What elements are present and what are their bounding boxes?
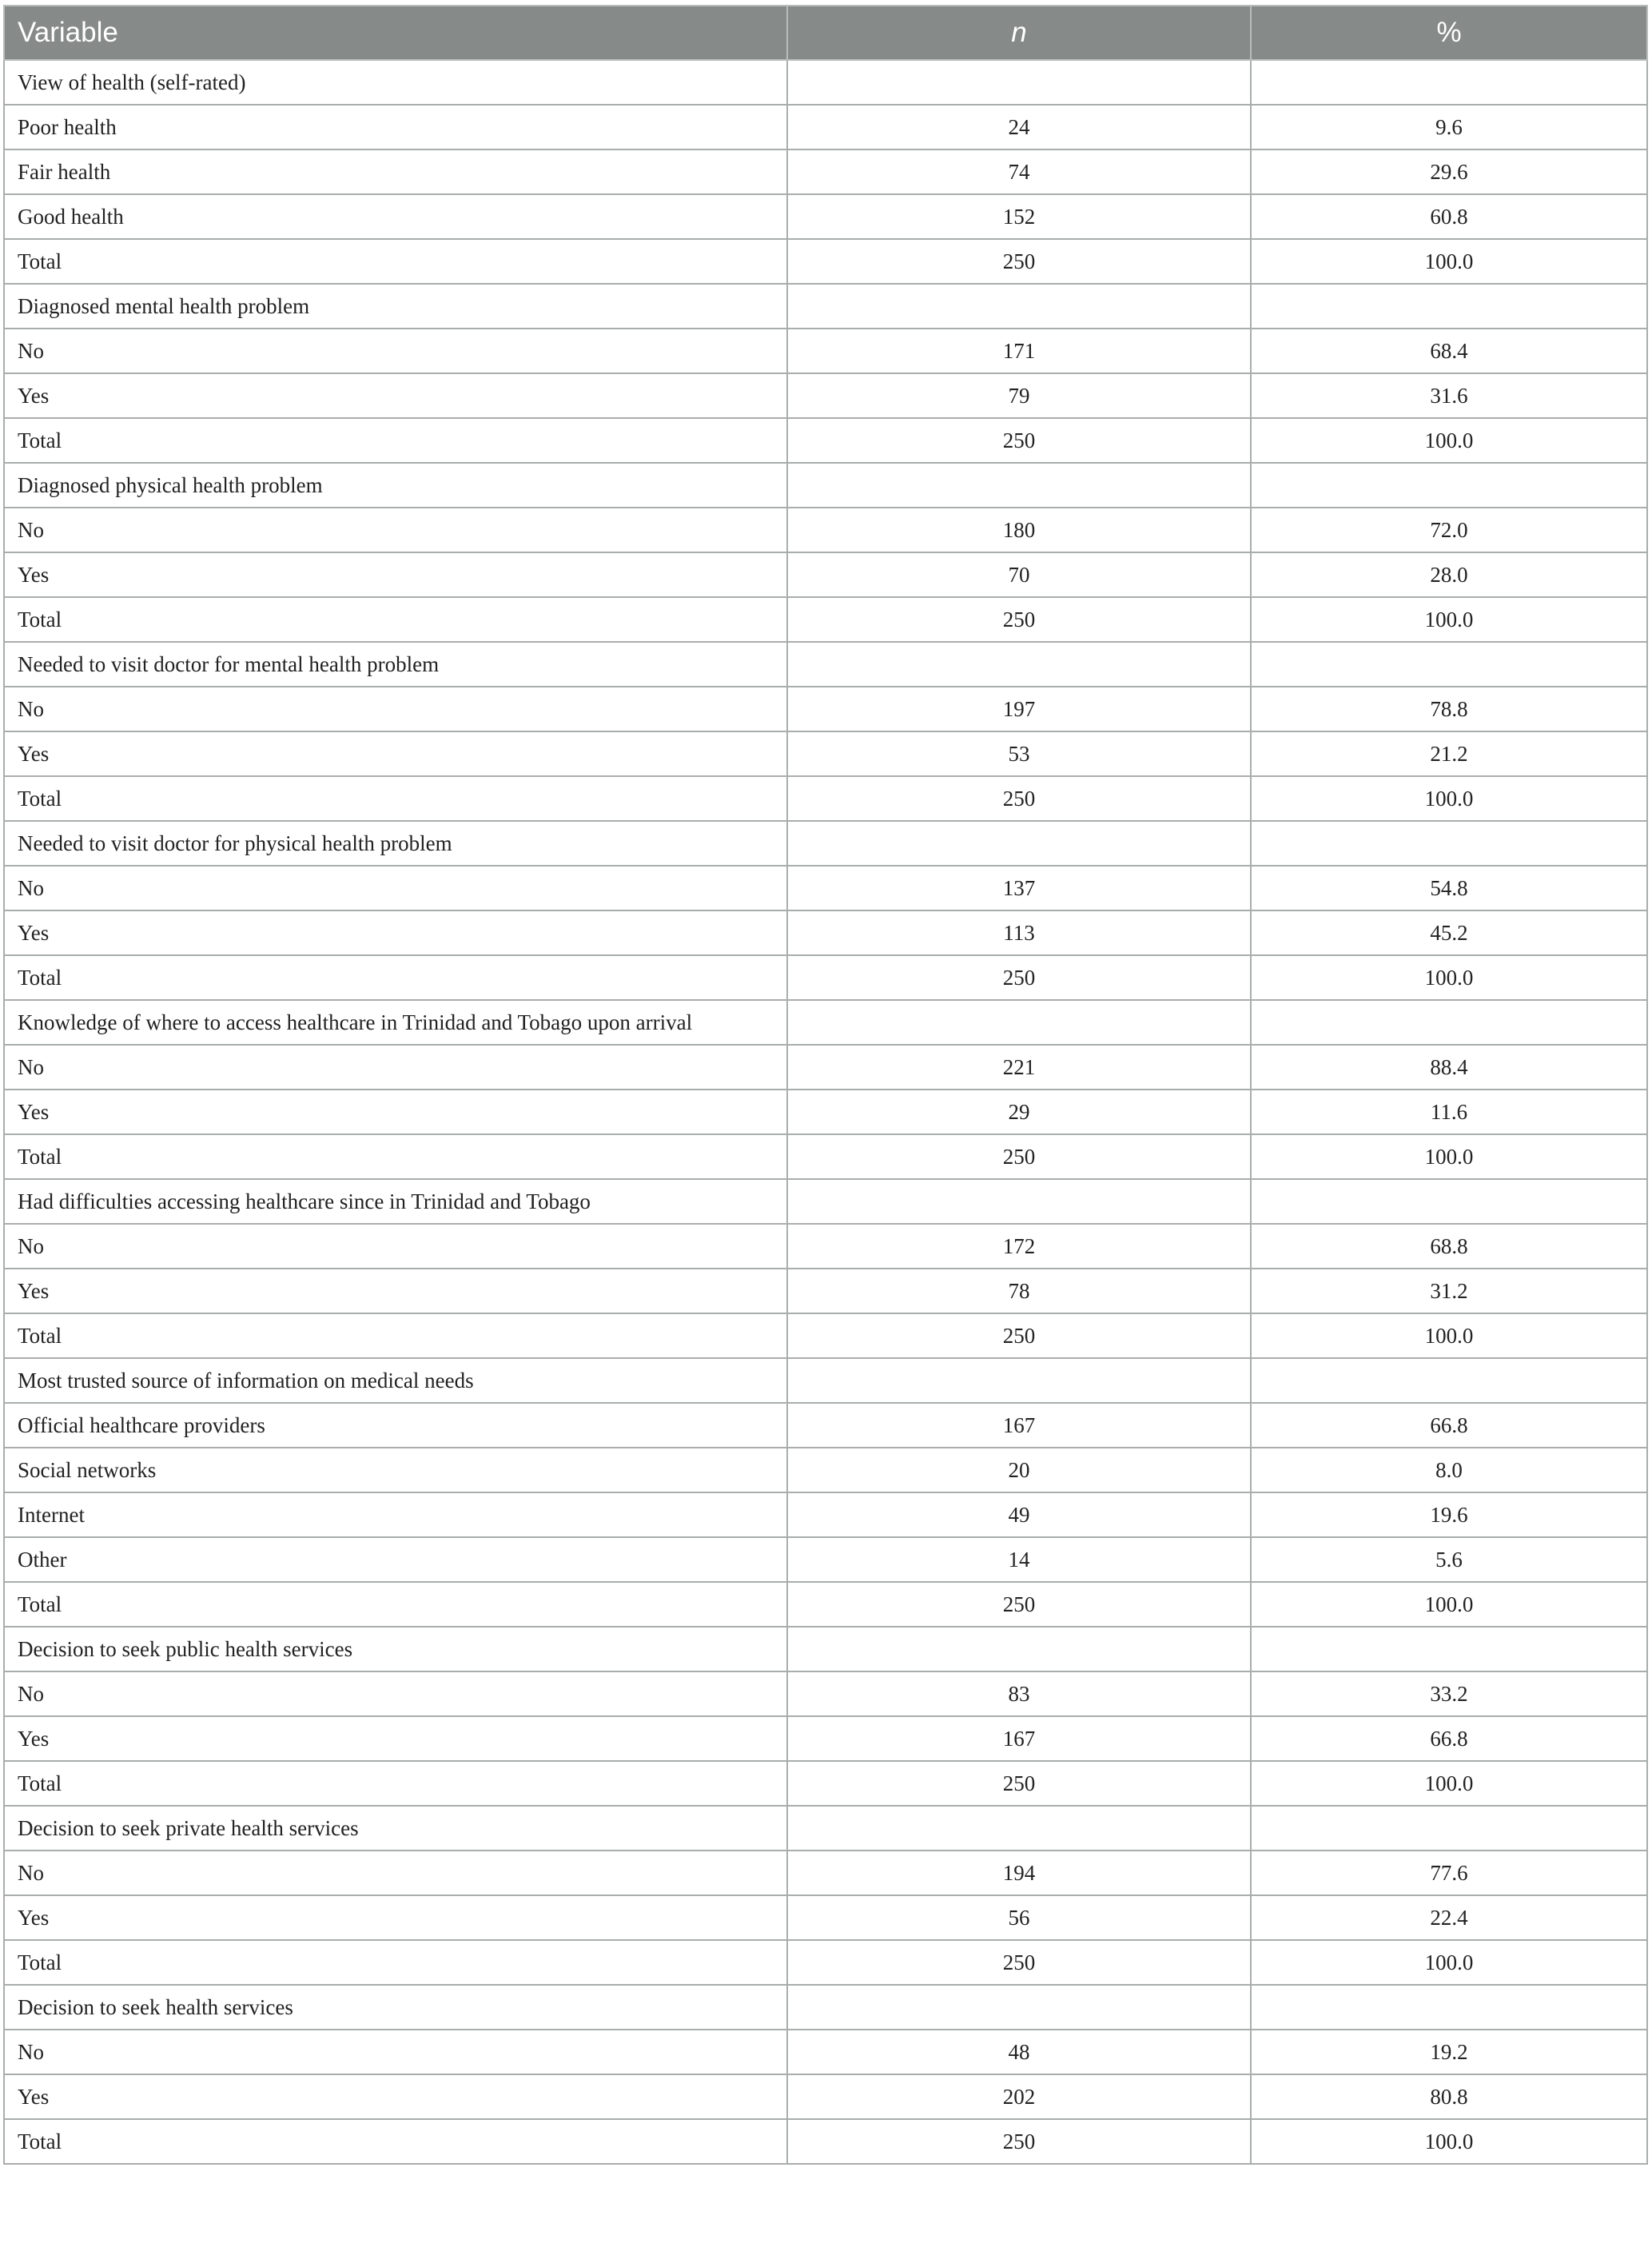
cell-percent: 100.0 — [1251, 1313, 1647, 1358]
cell-variable: Total — [4, 955, 787, 1000]
cell-n: 83 — [787, 1671, 1251, 1716]
cell-variable: Decision to seek private health services — [4, 1806, 787, 1851]
cell-variable: Good health — [4, 194, 787, 239]
cell-n — [787, 284, 1251, 329]
cell-percent — [1251, 821, 1647, 866]
cell-n: 79 — [787, 373, 1251, 418]
table-row — [4, 1090, 1647, 1134]
cell-variable: Decision to seek public health services — [4, 1627, 787, 1671]
cell-percent: 11.6 — [1251, 1090, 1647, 1134]
cell-percent: 45.2 — [1251, 910, 1647, 955]
cell-variable: Total — [4, 418, 787, 463]
cell-percent: 5.6 — [1251, 1537, 1647, 1582]
cell-n: 250 — [787, 1940, 1251, 1985]
cell-n: 70 — [787, 552, 1251, 597]
cell-n: 74 — [787, 149, 1251, 194]
cell-percent — [1251, 463, 1647, 508]
cell-n: 250 — [787, 1582, 1251, 1627]
cell-percent: 66.8 — [1251, 1403, 1647, 1448]
table-row — [4, 239, 1647, 284]
table-row — [4, 1806, 1647, 1851]
cell-variable: Yes — [4, 731, 787, 776]
cell-variable: Most trusted source of information on medical needs — [4, 1358, 787, 1403]
cell-percent: 31.6 — [1251, 373, 1647, 418]
cell-variable: No — [4, 1851, 787, 1895]
table-row — [4, 1403, 1647, 1448]
table-row — [4, 910, 1647, 955]
cell-percent: 60.8 — [1251, 194, 1647, 239]
cell-percent: 100.0 — [1251, 2119, 1647, 2164]
cell-percent — [1251, 642, 1647, 687]
table-row — [4, 284, 1647, 329]
cell-percent: 33.2 — [1251, 1671, 1647, 1716]
cell-n — [787, 1000, 1251, 1045]
cell-n: 48 — [787, 2030, 1251, 2074]
cell-variable: No — [4, 1224, 787, 1269]
table-row — [4, 552, 1647, 597]
cell-percent: 68.8 — [1251, 1224, 1647, 1269]
cell-n: 56 — [787, 1895, 1251, 1940]
cell-percent: 29.6 — [1251, 149, 1647, 194]
cell-percent: 80.8 — [1251, 2074, 1647, 2119]
cell-n: 250 — [787, 1313, 1251, 1358]
cell-n: 250 — [787, 1134, 1251, 1179]
cell-n: 250 — [787, 955, 1251, 1000]
cell-percent: 9.6 — [1251, 105, 1647, 149]
cell-n — [787, 1806, 1251, 1851]
table-row — [4, 2074, 1647, 2119]
table-row — [4, 373, 1647, 418]
cell-n — [787, 821, 1251, 866]
cell-variable: No — [4, 2030, 787, 2074]
cell-n: 14 — [787, 1537, 1251, 1582]
table-row — [4, 1134, 1647, 1179]
table-row — [4, 1448, 1647, 1492]
cell-variable: Total — [4, 2119, 787, 2164]
cell-percent — [1251, 60, 1647, 105]
cell-percent: 66.8 — [1251, 1716, 1647, 1761]
cell-variable: Total — [4, 1761, 787, 1806]
cell-variable: Social networks — [4, 1448, 787, 1492]
cell-n: 250 — [787, 597, 1251, 642]
cell-variable: Yes — [4, 1716, 787, 1761]
cell-n — [787, 1985, 1251, 2030]
cell-variable: Yes — [4, 2074, 787, 2119]
cell-n: 78 — [787, 1269, 1251, 1313]
cell-n: 167 — [787, 1403, 1251, 1448]
cell-n: 202 — [787, 2074, 1251, 2119]
cell-n: 172 — [787, 1224, 1251, 1269]
cell-variable: Needed to visit doctor for physical health problem — [4, 821, 787, 866]
cell-n: 20 — [787, 1448, 1251, 1492]
cell-percent — [1251, 284, 1647, 329]
cell-variable: Yes — [4, 1895, 787, 1940]
table-row — [4, 1582, 1647, 1627]
cell-n: 250 — [787, 1761, 1251, 1806]
cell-variable: Yes — [4, 552, 787, 597]
table-row — [4, 418, 1647, 463]
cell-percent: 100.0 — [1251, 1761, 1647, 1806]
cell-percent: 100.0 — [1251, 597, 1647, 642]
cell-n: 53 — [787, 731, 1251, 776]
table-row — [4, 1000, 1647, 1045]
table-row — [4, 1179, 1647, 1224]
cell-n — [787, 1627, 1251, 1671]
cell-variable: Total — [4, 1134, 787, 1179]
table-row — [4, 1269, 1647, 1313]
cell-variable: Total — [4, 776, 787, 821]
table-row — [4, 1492, 1647, 1537]
cell-variable: Poor health — [4, 105, 787, 149]
cell-n: 180 — [787, 508, 1251, 552]
cell-n — [787, 1179, 1251, 1224]
cell-n: 171 — [787, 329, 1251, 373]
cell-percent: 78.8 — [1251, 687, 1647, 731]
table-row — [4, 329, 1647, 373]
table-row — [4, 1224, 1647, 1269]
cell-variable: Diagnosed physical health problem — [4, 463, 787, 508]
cell-n: 197 — [787, 687, 1251, 731]
cell-variable: No — [4, 508, 787, 552]
table-row — [4, 866, 1647, 910]
cell-percent: 88.4 — [1251, 1045, 1647, 1090]
table-row — [4, 1940, 1647, 1985]
table-body — [4, 60, 1647, 2164]
header-variable: Variable — [4, 6, 787, 60]
cell-variable: No — [4, 1045, 787, 1090]
cell-n: 24 — [787, 105, 1251, 149]
cell-variable: View of health (self-rated) — [4, 60, 787, 105]
cell-percent: 8.0 — [1251, 1448, 1647, 1492]
cell-n — [787, 463, 1251, 508]
cell-variable: Total — [4, 1582, 787, 1627]
cell-percent: 100.0 — [1251, 1582, 1647, 1627]
cell-variable: Yes — [4, 373, 787, 418]
cell-n: 194 — [787, 1851, 1251, 1895]
cell-percent: 31.2 — [1251, 1269, 1647, 1313]
table-row — [4, 1761, 1647, 1806]
cell-percent: 100.0 — [1251, 418, 1647, 463]
cell-percent: 100.0 — [1251, 955, 1647, 1000]
table-header-row — [4, 6, 1647, 60]
cell-variable: Decision to seek health services — [4, 1985, 787, 2030]
cell-variable: Yes — [4, 910, 787, 955]
cell-percent: 68.4 — [1251, 329, 1647, 373]
cell-variable: Internet — [4, 1492, 787, 1537]
cell-variable: Needed to visit doctor for mental health problem — [4, 642, 787, 687]
cell-variable: Had difficulties accessing healthcare since in Trinidad and Tobago — [4, 1179, 787, 1224]
table-row — [4, 776, 1647, 821]
table-row — [4, 687, 1647, 731]
table-row — [4, 1716, 1647, 1761]
table-container — [0, 5, 1652, 2165]
cell-variable: Total — [4, 1940, 787, 1985]
cell-percent — [1251, 1806, 1647, 1851]
table-row — [4, 105, 1647, 149]
table-row — [4, 194, 1647, 239]
cell-percent: 72.0 — [1251, 508, 1647, 552]
cell-variable: Total — [4, 239, 787, 284]
cell-n: 250 — [787, 776, 1251, 821]
cell-percent — [1251, 1179, 1647, 1224]
cell-variable: No — [4, 687, 787, 731]
cell-percent: 21.2 — [1251, 731, 1647, 776]
table-row — [4, 1358, 1647, 1403]
table-row — [4, 2030, 1647, 2074]
cell-n: 152 — [787, 194, 1251, 239]
cell-n: 29 — [787, 1090, 1251, 1134]
table-row — [4, 1851, 1647, 1895]
cell-variable: Yes — [4, 1090, 787, 1134]
cell-variable: Total — [4, 597, 787, 642]
cell-percent: 22.4 — [1251, 1895, 1647, 1940]
cell-n — [787, 1358, 1251, 1403]
cell-percent: 100.0 — [1251, 776, 1647, 821]
table-row — [4, 1313, 1647, 1358]
cell-n: 221 — [787, 1045, 1251, 1090]
table-row — [4, 1627, 1647, 1671]
table-row — [4, 1045, 1647, 1090]
cell-percent — [1251, 1000, 1647, 1045]
cell-n: 137 — [787, 866, 1251, 910]
table-row — [4, 2119, 1647, 2164]
cell-n: 49 — [787, 1492, 1251, 1537]
table-row — [4, 955, 1647, 1000]
cell-percent: 19.2 — [1251, 2030, 1647, 2074]
cell-n: 167 — [787, 1716, 1251, 1761]
cell-percent — [1251, 1358, 1647, 1403]
header-n: n — [787, 6, 1251, 60]
table-row — [4, 642, 1647, 687]
cell-variable: Diagnosed mental health problem — [4, 284, 787, 329]
table-row — [4, 508, 1647, 552]
cell-percent: 54.8 — [1251, 866, 1647, 910]
data-table — [3, 5, 1648, 2165]
cell-n: 113 — [787, 910, 1251, 955]
cell-variable: No — [4, 329, 787, 373]
header-percent: % — [1251, 6, 1647, 60]
table-row — [4, 1671, 1647, 1716]
cell-n: 250 — [787, 418, 1251, 463]
cell-n: 250 — [787, 2119, 1251, 2164]
table-row — [4, 149, 1647, 194]
cell-variable: Knowledge of where to access healthcare in Trinidad and Tobago upon arrival — [4, 1000, 787, 1045]
cell-variable: No — [4, 866, 787, 910]
cell-percent: 28.0 — [1251, 552, 1647, 597]
cell-variable: Official healthcare providers — [4, 1403, 787, 1448]
cell-percent — [1251, 1627, 1647, 1671]
cell-percent: 100.0 — [1251, 239, 1647, 284]
cell-percent — [1251, 1985, 1647, 2030]
cell-variable: Fair health — [4, 149, 787, 194]
cell-n — [787, 642, 1251, 687]
table-row — [4, 1895, 1647, 1940]
cell-variable: Yes — [4, 1269, 787, 1313]
cell-percent: 19.6 — [1251, 1492, 1647, 1537]
cell-percent: 77.6 — [1251, 1851, 1647, 1895]
cell-variable: No — [4, 1671, 787, 1716]
cell-variable: Total — [4, 1313, 787, 1358]
cell-n: 250 — [787, 239, 1251, 284]
cell-percent: 100.0 — [1251, 1134, 1647, 1179]
table-row — [4, 597, 1647, 642]
cell-n — [787, 60, 1251, 105]
cell-percent: 100.0 — [1251, 1940, 1647, 1985]
table-row — [4, 821, 1647, 866]
table-row — [4, 1985, 1647, 2030]
table-row — [4, 1537, 1647, 1582]
table-row — [4, 731, 1647, 776]
table-row — [4, 463, 1647, 508]
cell-variable: Other — [4, 1537, 787, 1582]
table-row — [4, 60, 1647, 105]
